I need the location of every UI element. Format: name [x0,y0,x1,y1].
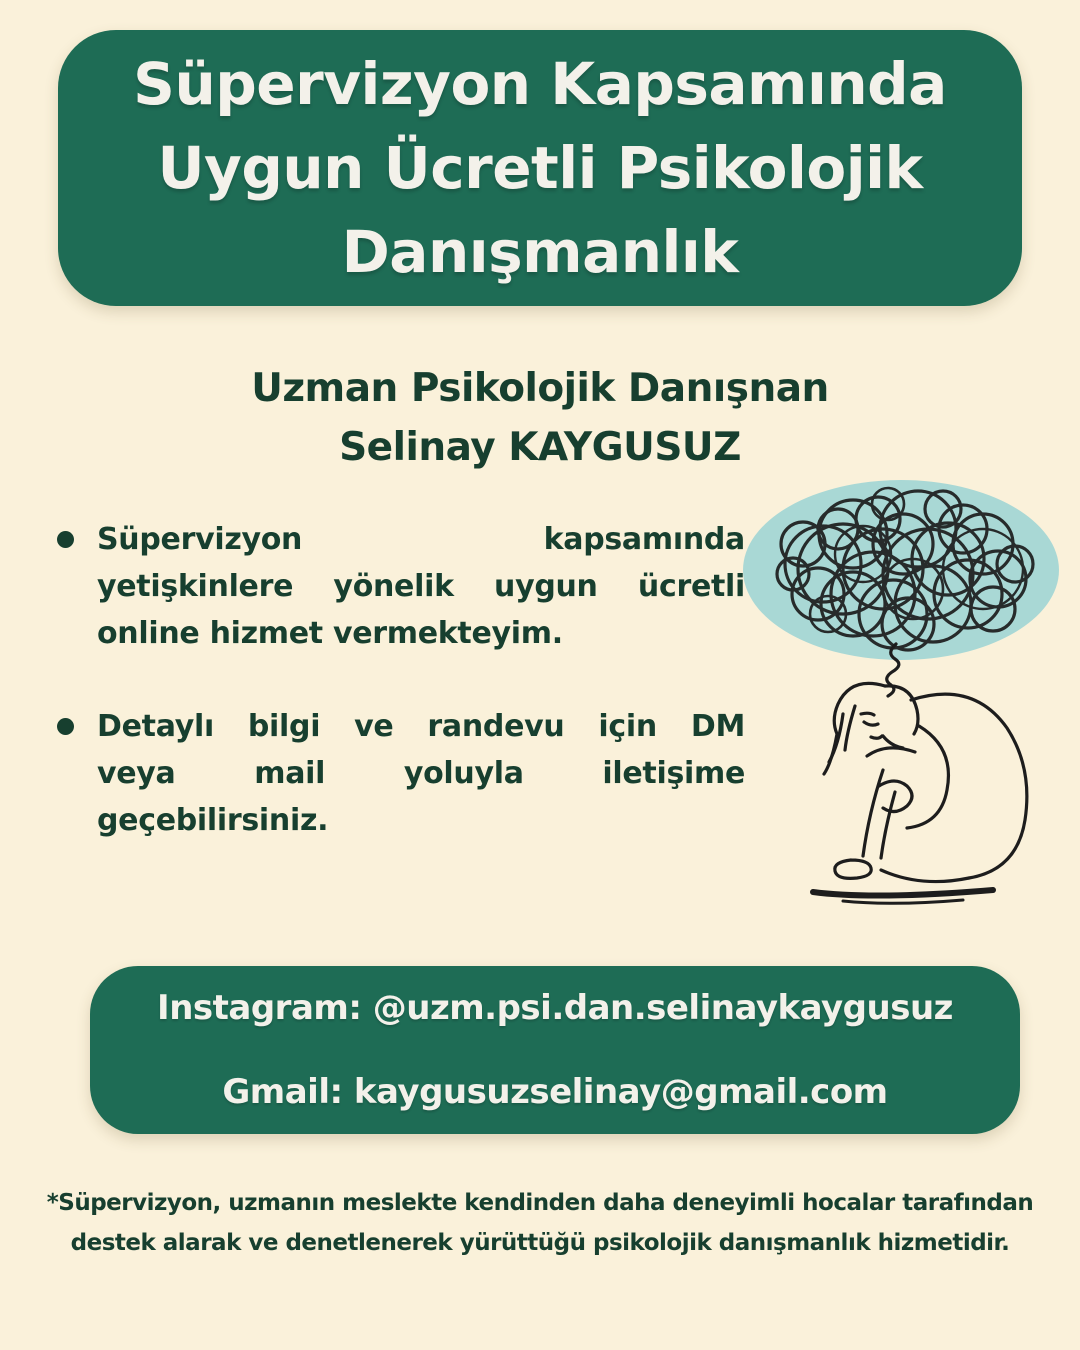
bullet-line: yetişkinlere yönelik uygun ücretli [97,569,745,604]
contact-banner [90,966,1020,1134]
person-illustration [813,644,1027,903]
header-title-line: Uygun Ücretli Psikolojik [157,134,923,202]
footnote-line: *Süpervizyon, uzmanın meslekte kendinden daha deneyimli hocalar tarafından [46,1190,1034,1216]
bullet-line: Süpervizyon kapsamında [97,522,745,557]
subtitle-profession: Uzman Psikolojik Danışnan [251,366,829,411]
bullet-line: veya mail yoluyla iletişime [97,756,745,791]
gmail-address: Gmail: kaygusuzselinay@gmail.com [222,1072,888,1112]
bullet-icon [57,718,74,735]
footnote [0,1183,1080,1263]
subtitle-name: Selinay KAYGUSUZ [339,425,741,470]
bullet-list [55,516,745,890]
header-title-line: Danışmanlık [341,218,739,286]
footnote-line: destek alarak ve denetlenerek yürüttüğü psikolojik danışmanlık hizmetidir. [70,1230,1010,1256]
subtitle [0,366,1080,470]
bullet-item [55,516,745,657]
bullet-line: geçebilirsiniz. [97,803,329,838]
bullet-icon [57,531,74,548]
instagram-handle: Instagram: @uzm.psi.dan.selinaykaygusuz [157,988,953,1028]
header-banner [58,30,1022,306]
header-title-line: Süpervizyon Kapsamında [133,50,947,118]
bullet-line: Detaylı bilgi ve randevu için DM [97,709,745,744]
bullet-line: online hizmet vermekteyim. [97,616,563,651]
person-with-tangled-thoughts-illustration [733,474,1065,910]
thought-cloud-icon [733,474,1065,910]
bullet-item [55,703,745,844]
